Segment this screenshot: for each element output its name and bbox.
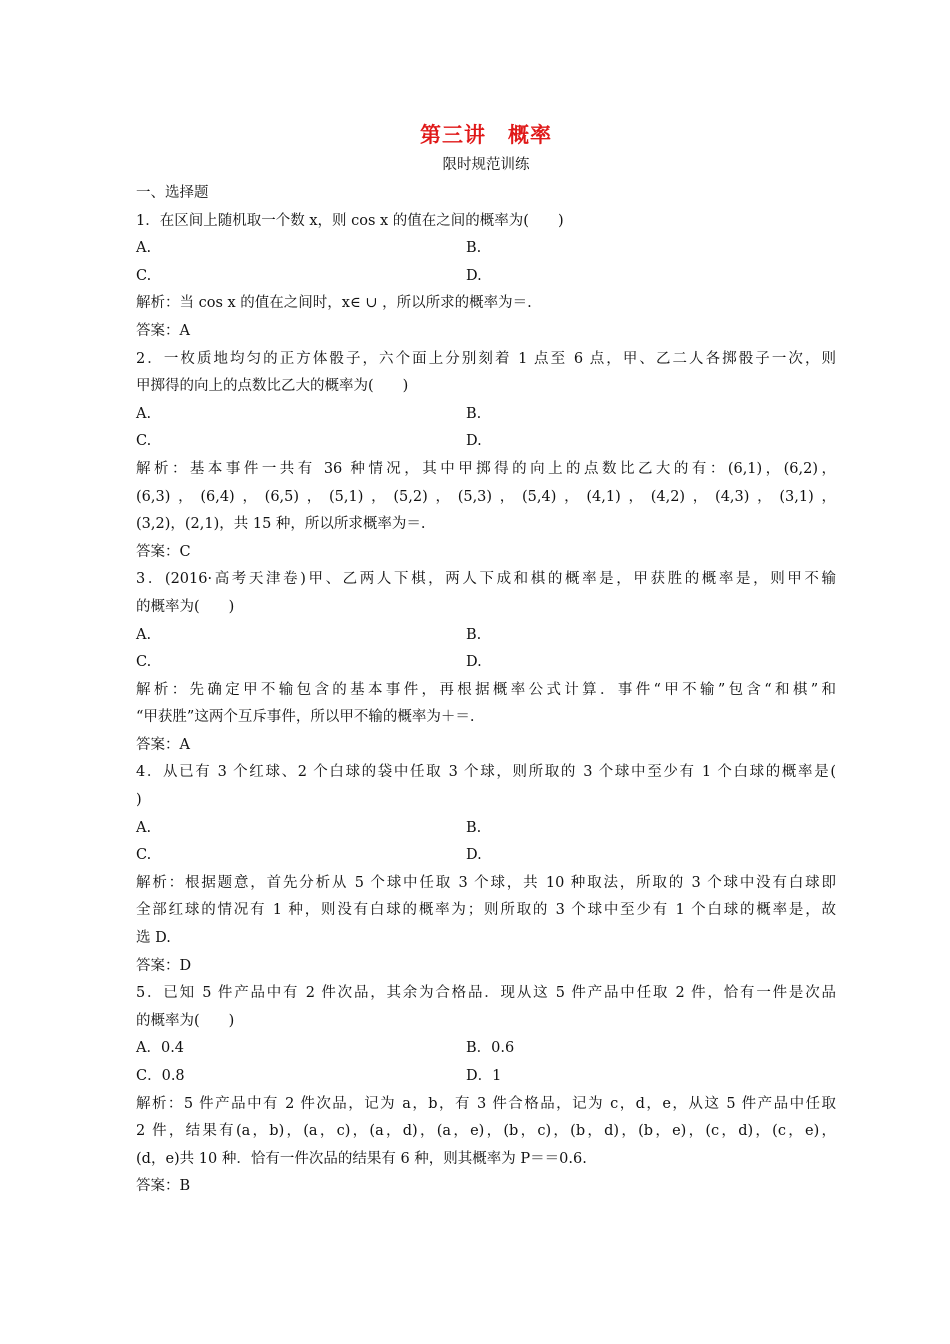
option-row xyxy=(136,842,836,870)
option-c[interactable]: C. xyxy=(136,433,152,450)
question-3 xyxy=(136,566,836,759)
option-row xyxy=(136,428,836,456)
analysis-line: 2 件，结果有(a，b)，(a，c)，(a，d)，(a，e)，(b，c)，(b，d)，(b，e)，(c，d)，(c，e)， xyxy=(136,1123,837,1140)
question-stem-line: 5．已知 5 件产品中有 2 件次品，其余为合格品．现从这 5 件产品中任取 2 件，恰有一件是次品 xyxy=(136,985,836,1002)
question-2 xyxy=(136,346,836,567)
question-1 xyxy=(136,208,836,346)
question-stem-line: 甲掷得的向上的点数比乙大的概率为( ) xyxy=(136,378,409,395)
answer-line: 答案：B xyxy=(136,1178,191,1195)
page-title xyxy=(136,118,836,152)
option-d[interactable]: D. xyxy=(466,847,482,864)
option-a[interactable]: A. xyxy=(136,405,152,422)
question-stem-line: 1．在区间上随机取一个数 x，则 cos x 的值在之间的概率为( ) xyxy=(136,212,564,229)
answer-line: 答案：D xyxy=(136,957,192,974)
analysis-line: “甲获胜”这两个互斥事件，所以甲不输的概率为＋＝. xyxy=(136,709,475,726)
option-row xyxy=(136,263,836,291)
title-part-1: 第三讲 xyxy=(420,122,486,147)
analysis-line: 解析：根据题意，首先分析从 5 个球中任取 3 个球，共 10 种取法，所取的 3 个球中没有白球即 xyxy=(136,874,836,891)
title-part-2: 概率 xyxy=(508,122,552,147)
option-a[interactable]: A. xyxy=(136,240,152,257)
analysis-line: (d，e)共 10 种．恰有一件次品的结果有 6 种，则其概率为 P＝＝0.6. xyxy=(136,1150,587,1167)
option-row xyxy=(136,622,836,650)
option-row xyxy=(136,649,836,677)
analysis-line: 全部红球的情况有 1 种，则没有白球的概率为；则所取的 3 个球中至少有 1 个白球的概率是，故 xyxy=(136,902,836,919)
document-page xyxy=(136,118,836,1201)
option-d[interactable]: D. xyxy=(466,433,482,450)
analysis-line: 解析：5 件产品中有 2 件次品，记为 a，b，有 3 件合格品，记为 c，d，e，从这 5 件产品中任取 xyxy=(136,1095,836,1112)
question-stem-line: 的概率为( ) xyxy=(136,1012,235,1029)
option-a[interactable]: A．0.4 xyxy=(136,1040,185,1057)
question-stem-line: 4．从已有 3 个红球、2 个白球的袋中任取 3 个球，则所取的 3 个球中至少有 1 个白球的概率是( xyxy=(136,764,836,781)
question-4 xyxy=(136,759,836,980)
option-b[interactable]: B. xyxy=(466,405,482,422)
option-row xyxy=(136,235,836,263)
option-row xyxy=(136,401,836,429)
option-row xyxy=(136,1035,836,1063)
answer-line: 答案：C xyxy=(136,543,191,560)
page-subtitle: 限时规范训练 xyxy=(442,157,530,173)
analysis-line: 解析：当 cos x 的值在之间时，x∈ ∪ ，所以所求的概率为＝. xyxy=(136,295,532,312)
option-c[interactable]: C. xyxy=(136,267,152,284)
option-d[interactable]: D. xyxy=(466,267,482,284)
option-b[interactable]: B. xyxy=(466,626,482,643)
question-stem-line: ) xyxy=(136,792,142,809)
question-stem-line: 2．一枚质地均匀的正方体骰子，六个面上分别刻着 1 点至 6 点，甲、乙二人各掷骰子一次，则 xyxy=(136,350,836,367)
analysis-line: 选 D. xyxy=(136,930,171,947)
question-stem-line: 的概率为( ) xyxy=(136,598,235,615)
option-c[interactable]: C．0.8 xyxy=(136,1068,185,1084)
option-a[interactable]: A. xyxy=(136,626,152,643)
option-c[interactable]: C. xyxy=(136,847,152,864)
option-b[interactable]: B. xyxy=(466,240,482,257)
analysis-line: (6,3)，(6,4)，(6,5)，(5,1)，(5,2)，(5,3)，(5,4)，(4,1)，(4,2)，(4,3)，(3,1)， xyxy=(136,488,836,505)
option-d[interactable]: D．1 xyxy=(466,1068,502,1084)
analysis-line: (3,2)，(2,1)，共 15 种，所以所求概率为＝. xyxy=(136,516,426,533)
answer-line: 答案：A xyxy=(136,322,190,339)
section-heading: 一、选择题 xyxy=(136,185,209,201)
option-b[interactable]: B. xyxy=(466,819,482,836)
question-5 xyxy=(136,980,836,1201)
option-d[interactable]: D. xyxy=(466,654,482,671)
option-row xyxy=(136,1063,836,1091)
option-a[interactable]: A. xyxy=(136,819,152,836)
option-row xyxy=(136,815,836,843)
answer-line: 答案：A xyxy=(136,736,190,753)
analysis-line: 解析：基本事件一共有 36 种情况，其中甲掷得的向上的点数比乙大的有：(6,1)，(6,2)， xyxy=(136,460,836,477)
question-stem-line: 3．(2016·高考天津卷)甲、乙两人下棋，两人下成和棋的概率是，甲获胜的概率是，则甲不输 xyxy=(136,571,836,588)
analysis-line: 解析：先确定甲不输包含的基本事件，再根据概率公式计算．事件“甲不输”包含“和棋”和 xyxy=(136,681,836,698)
option-b[interactable]: B．0.6 xyxy=(466,1040,515,1057)
option-c[interactable]: C. xyxy=(136,654,152,671)
